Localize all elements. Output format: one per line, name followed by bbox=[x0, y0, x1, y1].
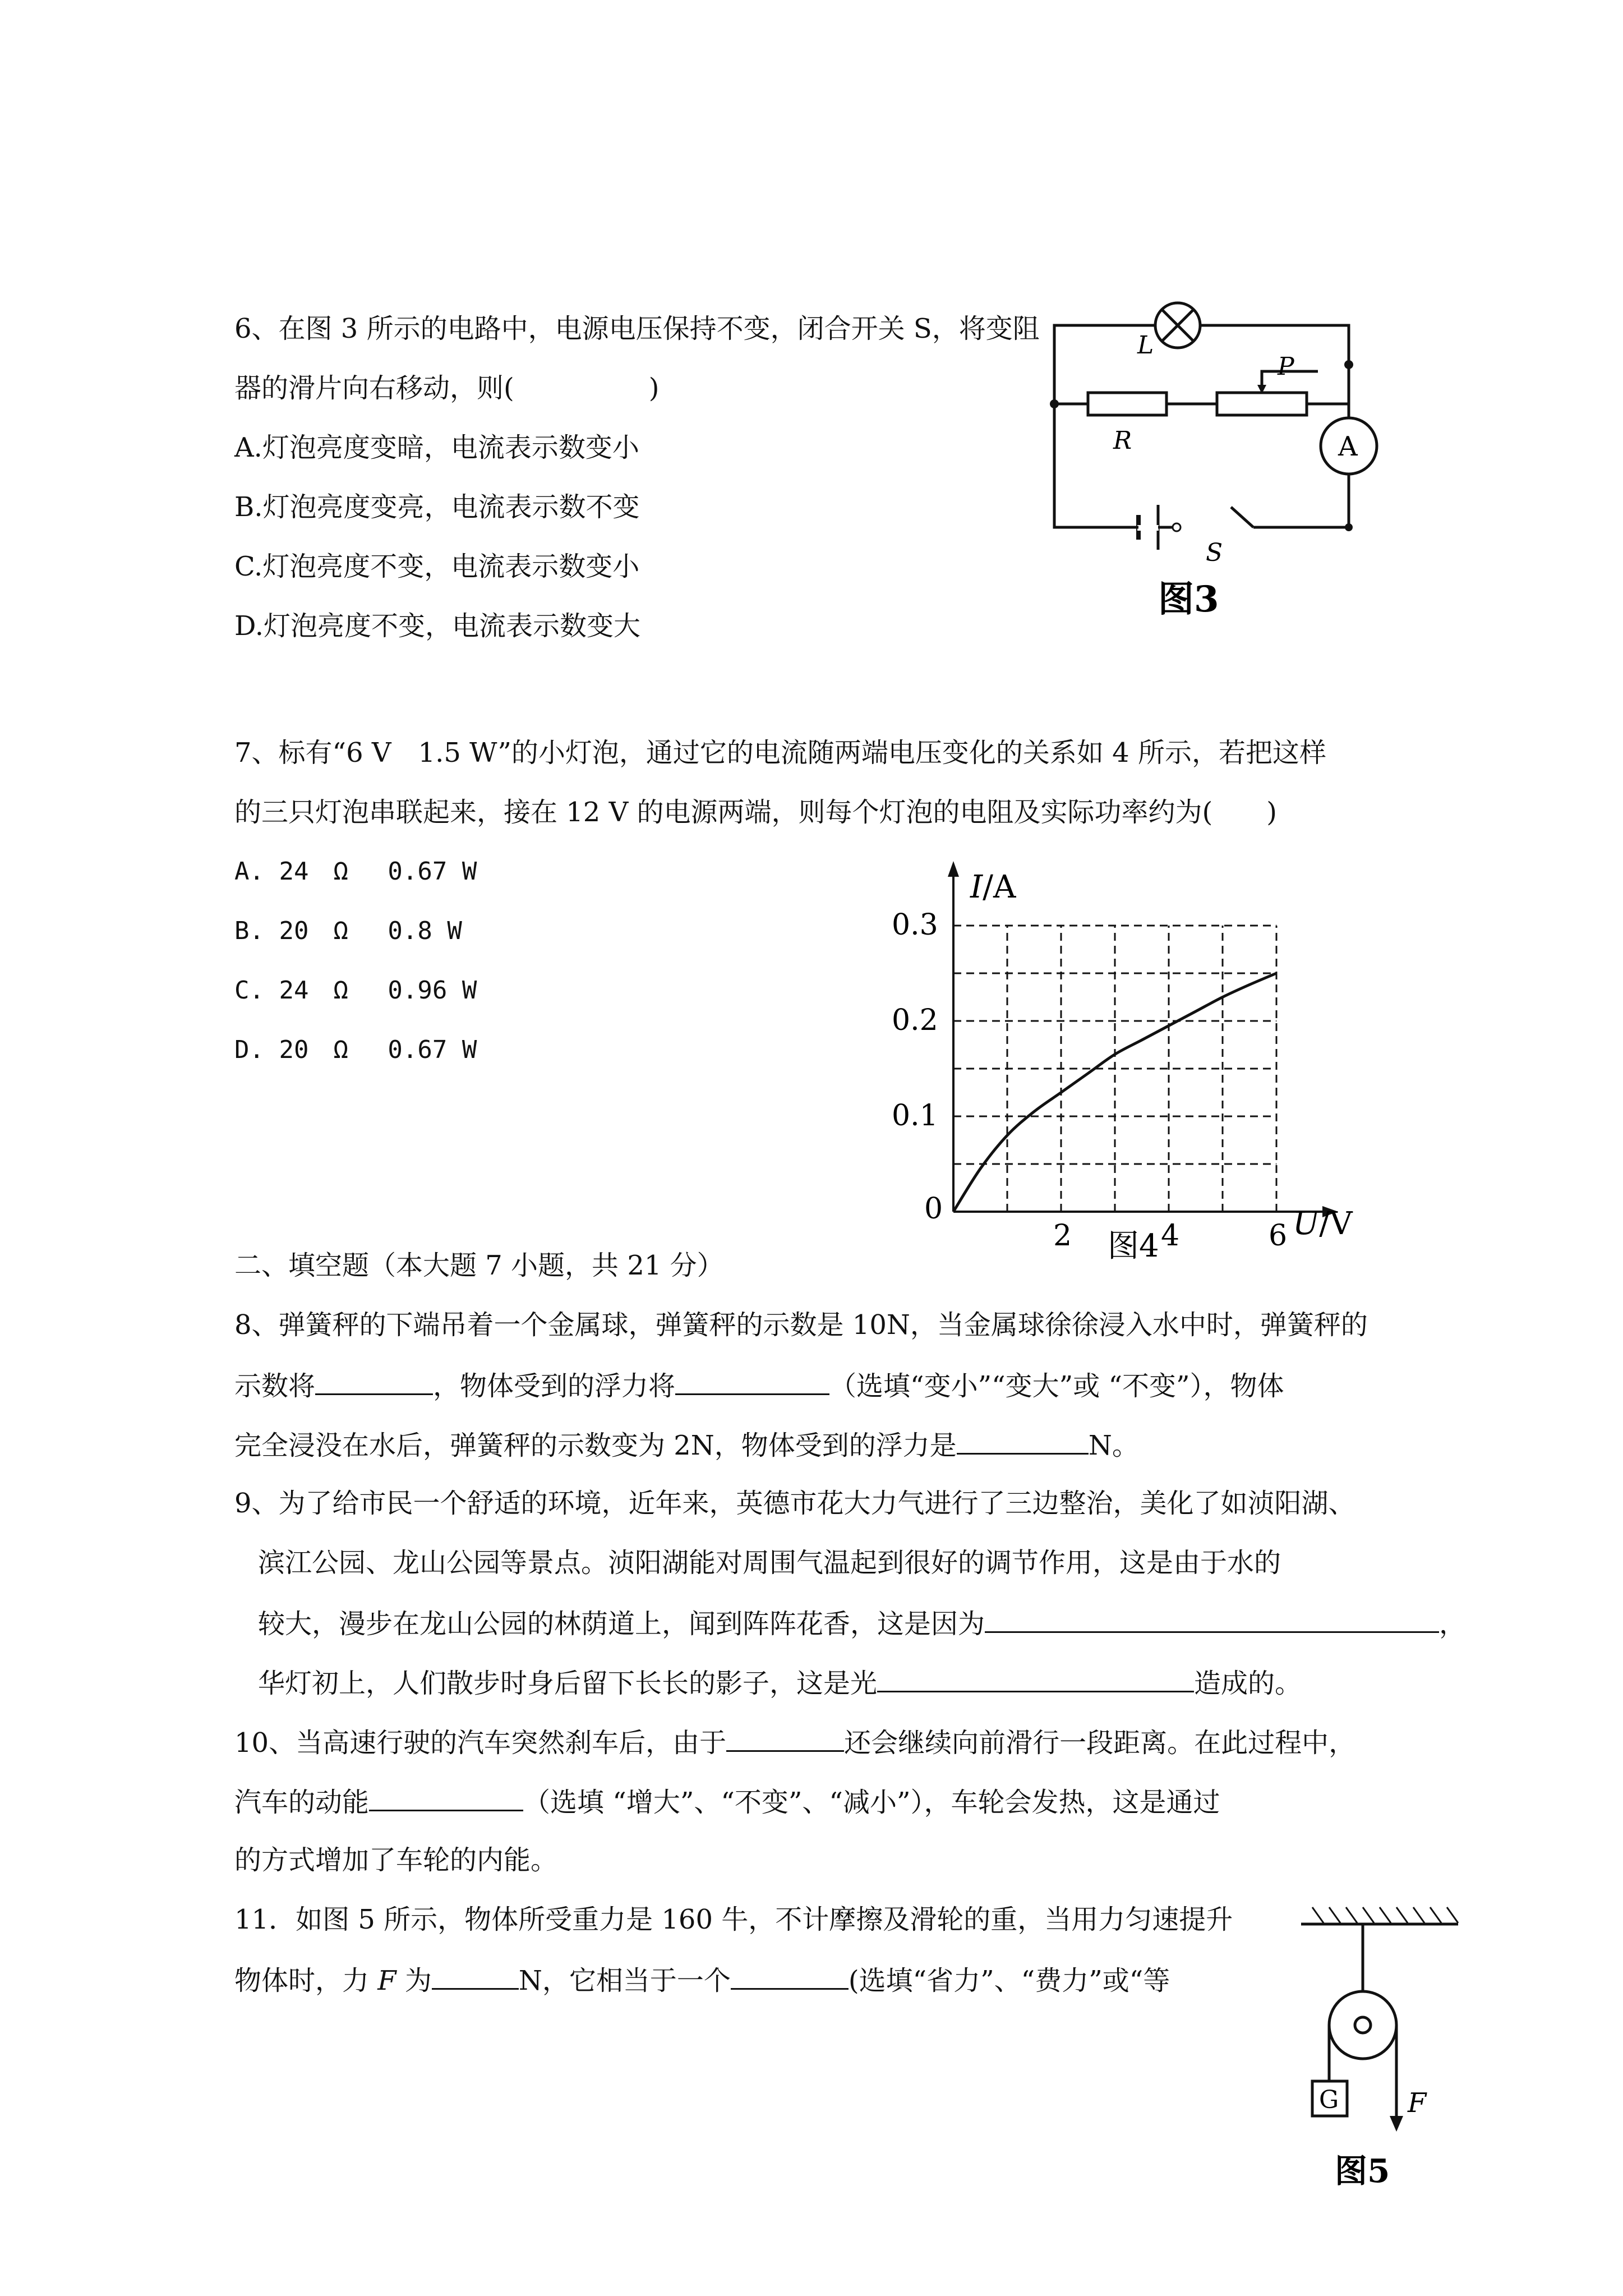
q9-text-b: ， bbox=[1439, 1608, 1467, 1640]
q8-text-a: 示数将 bbox=[234, 1370, 316, 1402]
q7-option-b: B. 20 Ω 0.8 W bbox=[234, 917, 462, 945]
q9-line4 bbox=[258, 1665, 1302, 1700]
q10-line2 bbox=[234, 1784, 1220, 1819]
y-tick-label: 0.3 bbox=[892, 908, 938, 942]
q9-text-d: 造成的。 bbox=[1194, 1668, 1302, 1699]
q7-option-d: D. 20 Ω 0.67 W bbox=[234, 1036, 477, 1064]
resistor-label: R bbox=[1113, 426, 1132, 455]
q8-line3 bbox=[234, 1427, 1139, 1462]
q11-text-c: N，它相当于一个 bbox=[518, 1965, 731, 1996]
q11-line2 bbox=[234, 1962, 1170, 1998]
force-arrow-icon bbox=[1390, 2116, 1403, 2132]
x-tick-label: 2 bbox=[1053, 1219, 1072, 1253]
q7-option-a: A. 24 Ω 0.67 W bbox=[234, 857, 477, 886]
q7-stem-line2: 的三只灯泡串联起来，接在 12 V 的电源两端，则每个灯泡的电阻及实际功率约为( ) bbox=[234, 797, 1277, 828]
q11-text-d: (选填“省力”、“费力”或“等 bbox=[848, 1965, 1170, 1996]
pulley-diagram bbox=[1290, 1896, 1469, 2199]
figure4-caption: 图4 bbox=[1108, 1228, 1159, 1264]
y-axis-arrow-icon bbox=[948, 861, 959, 877]
q9-text-c: 华灯初上，人们散步时身后留下长长的影子，这是光 bbox=[258, 1668, 878, 1699]
q7-stem-line1: 7、标有“6 V 1.5 W”的小灯泡，通过它的电流随两端电压变化的关系如 4 所示，若把这样 bbox=[234, 737, 1326, 769]
lamp-label: L bbox=[1137, 331, 1154, 360]
switch-label: S bbox=[1206, 539, 1223, 567]
y-tick-label: 0.1 bbox=[892, 1099, 938, 1133]
q10-text-b: 还会继续向前滑行一段距离。在此过程中， bbox=[844, 1727, 1356, 1759]
x-axis-label: U/V bbox=[1293, 1205, 1353, 1242]
q8-blank-2[interactable] bbox=[675, 1368, 829, 1395]
q8-line1: 8、弹簧秤的下端吊着一个金属球，弹簧秤的示数是 10N，当金属球徐徐浸入水中时，弹簧秤的 bbox=[234, 1309, 1368, 1341]
figure3-caption: 图3 bbox=[1158, 578, 1219, 620]
q6-option-a: A.灯泡亮度变暗，电流表示数变小 bbox=[234, 432, 639, 463]
q9-line2: 滨江公园、龙山公园等景点。浈阳湖能对周围气温起到很好的调节作用，这是由于水的 bbox=[258, 1547, 1281, 1579]
q8-text-d: 完全浸没在水后，弹簧秤的示数变为 2N，物体受到的浮力是 bbox=[234, 1430, 957, 1461]
q10-text-d: （选填 “增大”、“不变”、“减小”），车轮会发热，这是通过 bbox=[523, 1787, 1220, 1818]
q6-stem-line2: 器的滑片向右移动，则( ) bbox=[234, 372, 660, 404]
q9-text-a: 较大，漫步在龙山公园的林荫道上，闻到阵阵花香，这是因为 bbox=[258, 1608, 985, 1640]
q7-option-c: C. 24 Ω 0.96 W bbox=[234, 976, 477, 1005]
x-tick-label: 6 bbox=[1269, 1219, 1288, 1253]
rheostat-symbol bbox=[1217, 393, 1307, 415]
q10-blank-2[interactable] bbox=[369, 1784, 523, 1811]
q6-option-d: D.灯泡亮度不变，电流表示数变大 bbox=[234, 610, 641, 642]
q8-blank-1[interactable] bbox=[315, 1368, 433, 1395]
q10-text-a: 10、当高速行驶的汽车突然刹车后，由于 bbox=[234, 1727, 727, 1759]
q9-blank-2[interactable] bbox=[985, 1605, 1439, 1633]
q11-text-a: 物体时，力 bbox=[234, 1965, 378, 1996]
x-tick-label: 0 bbox=[924, 1192, 943, 1226]
q11-var-f: F bbox=[377, 1965, 396, 1996]
q10-line1 bbox=[234, 1724, 1355, 1760]
q10-text-c: 汽车的动能 bbox=[234, 1787, 370, 1818]
q9-blank-3[interactable] bbox=[877, 1665, 1194, 1692]
q8-text-b: ，物体受到的浮力将 bbox=[433, 1370, 676, 1402]
q10-blank-1[interactable] bbox=[726, 1724, 844, 1752]
force-label: F bbox=[1408, 2087, 1427, 2119]
q11-line1: 11．如图 5 所示，物体所受重力是 160 牛，不计摩擦及滑轮的重，当用力匀速提升 bbox=[234, 1904, 1233, 1935]
q6-option-c: C.灯泡亮度不变，电流表示数变小 bbox=[234, 551, 640, 582]
q8-text-c: （选填“变小”“变大”或 “不变”），物体 bbox=[829, 1370, 1284, 1402]
section-heading: 二、填空题（本大题 7 小题，共 21 分） bbox=[234, 1250, 724, 1281]
y-tick-label: 0.2 bbox=[892, 1004, 938, 1037]
q8-blank-3[interactable] bbox=[957, 1427, 1089, 1455]
q6-stem-line1: 6、在图 3 所示的电路中，电源电压保持不变，闭合开关 S，将变阻 bbox=[234, 313, 1040, 344]
q10-line3: 的方式增加了车轮的内能。 bbox=[234, 1844, 558, 1876]
q11-text-b: 为 bbox=[396, 1965, 432, 1996]
slider-label: P bbox=[1278, 352, 1294, 381]
q9-line3 bbox=[258, 1605, 1466, 1641]
ammeter-label: A bbox=[1338, 431, 1358, 462]
q11-blank-1[interactable] bbox=[432, 1962, 519, 1990]
resistor-symbol bbox=[1088, 393, 1166, 415]
q9-line1: 9、为了给市民一个舒适的环境，近年来，英德市花大力气进行了三边整治，美化了如浈阳湖、 bbox=[234, 1488, 1355, 1519]
iu-chart bbox=[875, 841, 1413, 1290]
circuit-diagram bbox=[1038, 280, 1396, 628]
figure5-caption: 图5 bbox=[1335, 2152, 1390, 2190]
q11-blank-2[interactable] bbox=[731, 1962, 849, 1990]
x-tick-label: 4 bbox=[1161, 1219, 1180, 1253]
y-axis-label: I/A bbox=[970, 869, 1016, 905]
q8-text-e: N。 bbox=[1088, 1430, 1139, 1461]
q6-option-b: B.灯泡亮度变亮，电流表示数不变 bbox=[234, 491, 640, 523]
pulley-wheel-icon bbox=[1329, 1991, 1396, 2059]
q8-line2 bbox=[234, 1368, 1284, 1403]
weight-label: G bbox=[1319, 2086, 1339, 2114]
